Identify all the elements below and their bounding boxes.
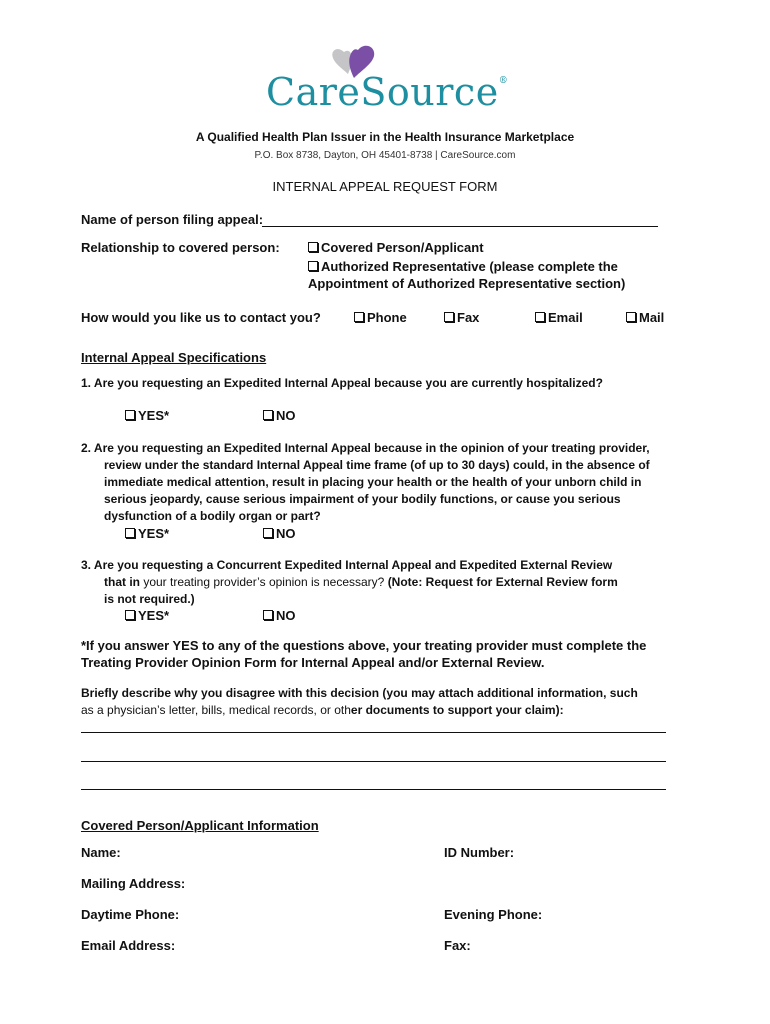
q2-no-option[interactable]: NO [263, 526, 296, 541]
contact-fax-option[interactable]: Fax [444, 310, 479, 325]
covered-evening-label: Evening Phone: [444, 907, 543, 922]
q3-yes-option[interactable]: YES* [125, 608, 169, 623]
reason-line-2[interactable] [81, 761, 666, 762]
reason-line-3[interactable] [81, 789, 666, 790]
describe-line2: as a physician’s letter, bills, medical records, or other documents to support your claim): [81, 703, 564, 717]
covered-mailing-label: Mailing Address: [81, 876, 186, 891]
contact-phone-option[interactable]: Phone [354, 310, 407, 325]
covered-daytime-label: Daytime Phone: [81, 907, 180, 922]
question-1: 1. Are you requesting an Expedited Internal Appeal because you are currently hospitalized? [81, 376, 603, 390]
question-2-line2: review under the standard Internal Appeal time frame (of up to 30 days) could, in the absence of [104, 458, 650, 472]
checkbox-icon[interactable] [263, 610, 273, 620]
checkbox-icon[interactable] [263, 410, 273, 420]
question-3-line2: that in your treating provider’s opinion is necessary? (Note: Request for External Review form [104, 575, 618, 589]
question-2-line4: serious jeopardy, cause serious impairment of your bodily functions, or cause you serious [104, 492, 621, 506]
question-2-line5: dysfunction of a bodily organ or part? [104, 509, 321, 523]
covered-heading: Covered Person/Applicant Information [81, 818, 319, 833]
q3-no-option[interactable]: NO [263, 608, 296, 623]
checkbox-icon[interactable] [535, 312, 545, 322]
relationship-label: Relationship to covered person: [81, 240, 280, 255]
question-3-line3: is not required.) [104, 592, 195, 606]
q1-yes-option[interactable]: YES* [125, 408, 169, 423]
option-authorized-rep-line2: Appointment of Authorized Representative section) [308, 276, 626, 291]
contact-mail-option[interactable]: Mail [626, 310, 664, 325]
address: P.O. Box 8738, Dayton, OH 45401-8738 | CareSource.com [254, 150, 516, 161]
question-2-line1: 2. Are you requesting an Expedited Internal Appeal because in the opinion of your treating provider, [81, 441, 650, 455]
checkbox-icon[interactable] [125, 410, 135, 420]
describe-line1: Briefly describe why you disagree with this decision (you may attach additional information, such [81, 686, 638, 700]
caresource-logo [262, 44, 512, 116]
filer-name-field[interactable] [262, 226, 658, 227]
checkbox-icon[interactable] [626, 312, 636, 322]
q2-yes-option[interactable]: YES* [125, 526, 169, 541]
option-authorized-rep[interactable]: Authorized Representative (please complete the [308, 259, 618, 274]
checkbox-icon[interactable] [308, 242, 318, 252]
question-2-line3: immediate medical attention, result in placing your health or the health of your unborn child in [104, 475, 642, 489]
logo-wordmark: CareSource® [266, 70, 509, 114]
form-title: INTERNAL APPEAL REQUEST FORM [272, 179, 498, 194]
checkbox-icon[interactable] [125, 610, 135, 620]
checkbox-icon[interactable] [444, 312, 454, 322]
covered-name-label: Name: [81, 845, 121, 860]
filer-name-label: Name of person filing appeal: [81, 212, 264, 227]
checkbox-icon[interactable] [354, 312, 364, 322]
covered-email-label: Email Address: [81, 938, 176, 953]
option-covered-person[interactable]: Covered Person/Applicant [308, 240, 484, 255]
question-3-line1: 3. Are you requesting a Concurrent Expedited Internal Appeal and Expedited External Review [81, 558, 613, 572]
q1-no-option[interactable]: NO [263, 408, 296, 423]
checkbox-icon[interactable] [125, 528, 135, 538]
checkbox-icon[interactable] [308, 261, 318, 271]
specs-heading: Internal Appeal Specifications [81, 350, 267, 365]
tagline: A Qualified Health Plan Issuer in the Health Insurance Marketplace [195, 130, 575, 144]
note-line1: *If you answer YES to any of the questions above, your treating provider must complete the [81, 638, 647, 653]
reason-line-1[interactable] [81, 732, 666, 733]
covered-id-label: ID Number: [444, 845, 515, 860]
note-line2: Treating Provider Opinion Form for Internal Appeal and/or External Review. [81, 655, 545, 670]
covered-fax-label: Fax: [444, 938, 471, 953]
contact-label: How would you like us to contact you? [81, 310, 321, 325]
checkbox-icon[interactable] [263, 528, 273, 538]
contact-email-option[interactable]: Email [535, 310, 583, 325]
